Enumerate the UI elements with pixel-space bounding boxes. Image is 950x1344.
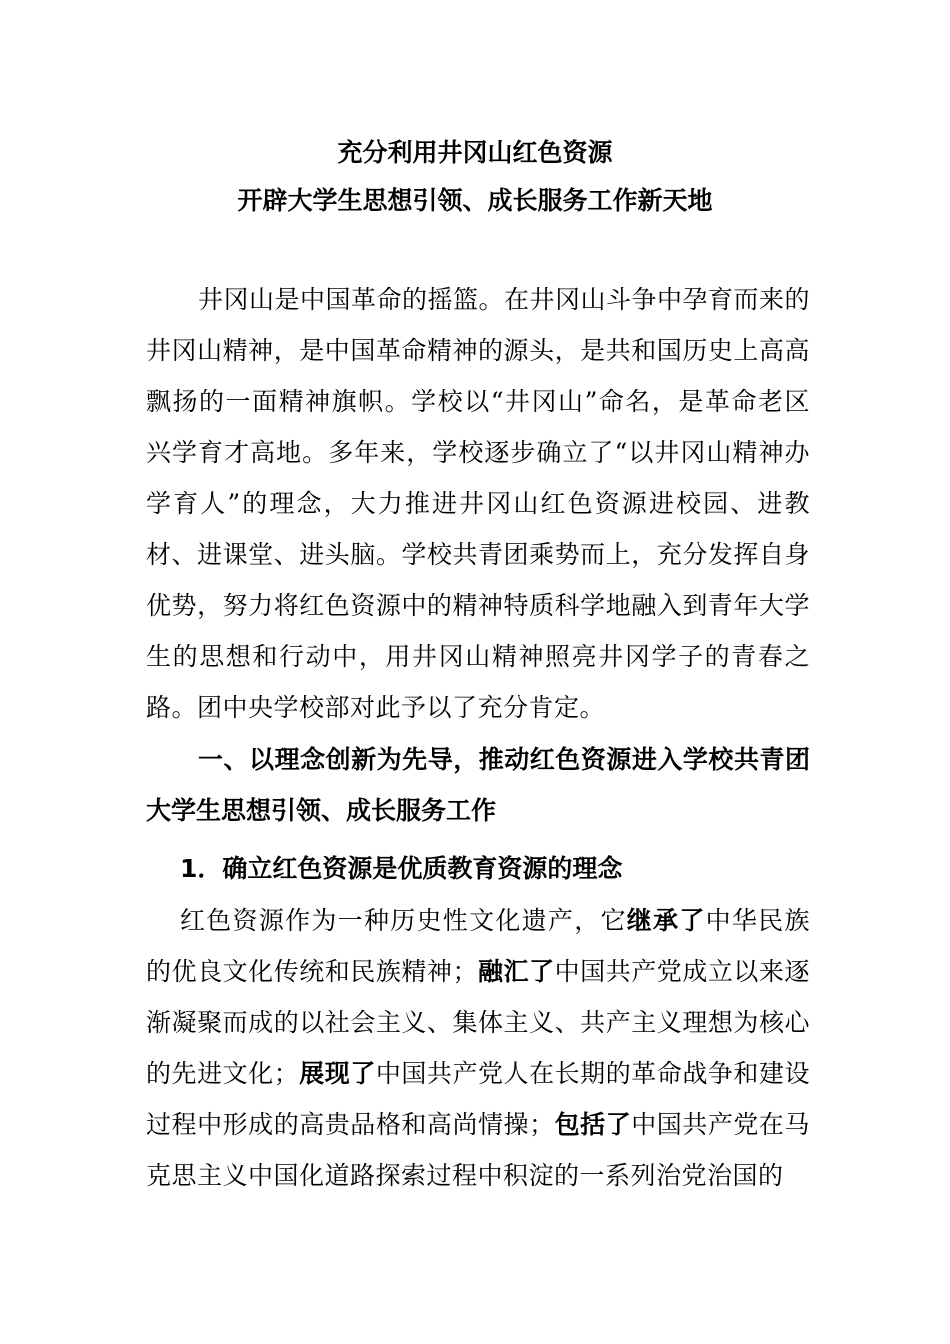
emphasized-term: 展现了 [299, 1059, 376, 1088]
document-title-line-1: 充分利用井冈山红色资源 [337, 138, 613, 167]
body-paragraph [146, 895, 810, 1201]
subsection-heading: 1．确立红色资源是优质教育资源的理念 [180, 854, 623, 883]
paragraph-text: 中国共产党成立以来逐渐凝聚而成的以社会主义、集体主义、共产主义理想为核心的先进文化； [146, 957, 810, 1088]
emphasized-term: 融汇了 [477, 957, 555, 986]
section-heading: 一、以理念创新为先导，推动红色资源进入学校共青团大学生思想引领、成长服务工作 [146, 745, 810, 825]
emphasized-term: 包括了 [554, 1110, 632, 1139]
document-title-line-2: 开辟大学生思想引领、成长服务工作新天地 [237, 186, 713, 215]
emphasized-term: 继承了 [626, 906, 706, 935]
paragraph-text: 中华民族的优良文化传统和民族精神； [146, 906, 810, 986]
paragraph-text: 红色资源作为一种历史性文化遗产，它 [180, 906, 627, 935]
paragraph-text: 中国共产党在马克思主义中国化道路探索过程中积淀的一系列治党治国的 [146, 1110, 810, 1190]
paragraph-text: 中国共产党人在长期的革命战争和建设过程中形成的高贵品格和高尚情操； [146, 1059, 810, 1139]
intro-paragraph: 井冈山是中国革命的摇篮。在井冈山斗争中孕育而来的井冈山精神，是中国革命精神的源头，是共和国历史上高高飘扬的一面精神旗帜。学校以“井冈山”命名，是革命老区兴学育才高地。多年来，学校逐步确立了“以井冈山精神办学育人”的理念，大力推进井冈山红色资源进校园、进教材、进课堂、进头脑。学校共青团乘势而上，充分发挥自身优势，努力将红色资源中的精神特质科学地融入到青年大学生的思想和行动中，用井冈山精神照亮井冈学子的青春之路。团中央学校部对此予以了充分肯定。 [146, 285, 811, 722]
